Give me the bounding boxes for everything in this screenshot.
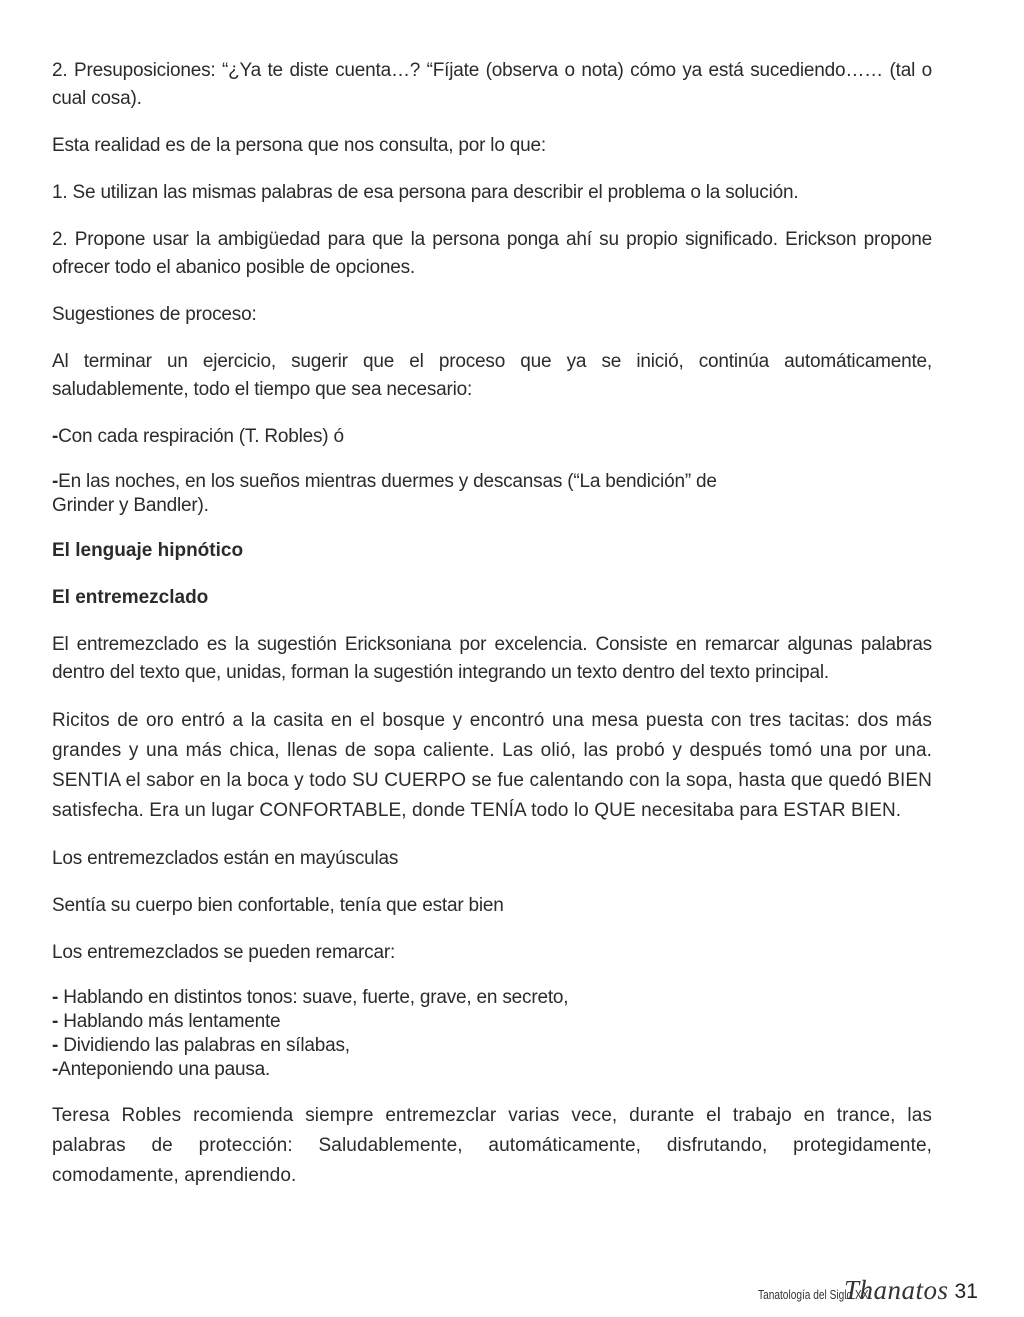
paragraph-item-1: 1. Se utilizan las mismas palabras de esa persona para describir el problema o la solución. — [52, 182, 799, 203]
paragraph-teresa-robles: Teresa Robles recomienda siempre entremezclar varias vece, durante el trabajo en trance, las palabras de protección: Saludablemente, automáticamente, disfrutando, protegidamente, comodamente, aprendiendo. — [52, 1105, 932, 1186]
dash-marker: - — [52, 471, 59, 492]
footer-brand-logo: Thanatos — [844, 1275, 949, 1305]
list-item: -Anteponiendo una pausa. — [52, 1059, 271, 1080]
paragraph-mayusculas: Los entremezclados están en mayúsculas — [52, 848, 399, 869]
paragraph-presuposiciones: 2. Presuposiciones: “¿Ya te diste cuenta…? “Fíjate (observa o nota) cómo ya está sucediendo…… (tal o cual cosa). — [52, 60, 932, 109]
paragraph-remarcar: Los entremezclados se pueden remarcar: — [52, 942, 396, 963]
list-item: - Hablando más lentamente — [52, 1011, 281, 1032]
paragraph-entremezclado-def: El entremezclado es la sugestión Ericksoniana por excelencia. Consiste en remarcar algunas palabras dentro del texto que, unidas, forman la sugestión integrando un texto dentro del texto principal. — [52, 634, 932, 683]
list-item: - Dividiendo las palabras en sílabas, — [52, 1035, 350, 1056]
noches-text-line1: En las noches, en los sueños mientras duermes y descansas (“La bendición” de — [58, 471, 717, 492]
list-item: - Hablando en distintos tonos: suave, fuerte, grave, en secreto, — [52, 987, 569, 1008]
dash-marker: - — [52, 426, 59, 447]
bullet-list — [52, 986, 932, 1082]
footer-subtitle: Tanatología del Siglo XXI — [758, 1287, 872, 1302]
page-number: 31 — [954, 1280, 978, 1303]
paragraph-realidad: Esta realidad es de la persona que nos consulta, por lo que: — [52, 135, 546, 156]
paragraph-ricitos-de-oro: Ricitos de oro entró a la casita en el bosque y encontró una mesa puesta con tres tacitas: dos más grandes y una más chica, llenas de sopa caliente. Las olió, las probó y después tomó una por una. SENTIA el sabor en la boca y todo SU CUERPO se fue calentando con la sopa, hasta que quedó BIEN satisfecha. Era un lugar CONFORTABLE, donde TENÍA todo lo QUE necesitaba para ESTAR BIEN. — [52, 710, 932, 821]
page-body — [52, 57, 932, 1210]
paragraph-terminar-ejercicio: Al terminar un ejercicio, sugerir que el proceso que ya se inició, continúa automáticamente, saludablemente, todo el tiempo que sea necesario: — [52, 351, 932, 400]
page-footer — [758, 1270, 978, 1306]
respiracion-text: Con cada respiración (T. Robles) ó — [58, 426, 344, 447]
noches-text-line2: Grinder y Bandler). — [52, 495, 209, 516]
paragraph-sugestiones-proceso: Sugestiones de proceso: — [52, 304, 257, 325]
paragraph-noches — [52, 470, 932, 518]
paragraph-item-2: 2. Propone usar la ambigüedad para que la persona ponga ahí su propio significado. Erickson propone ofrecer todo el abanico posible de opciones. — [52, 229, 932, 278]
paragraph-respiracion — [52, 423, 932, 451]
heading-lenguaje-hipnotico: El lenguaje hipnótico — [52, 540, 244, 561]
heading-entremezclado: El entremezclado — [52, 587, 209, 608]
paragraph-sentia: Sentía su cuerpo bien confortable, tenía que estar bien — [52, 895, 504, 916]
